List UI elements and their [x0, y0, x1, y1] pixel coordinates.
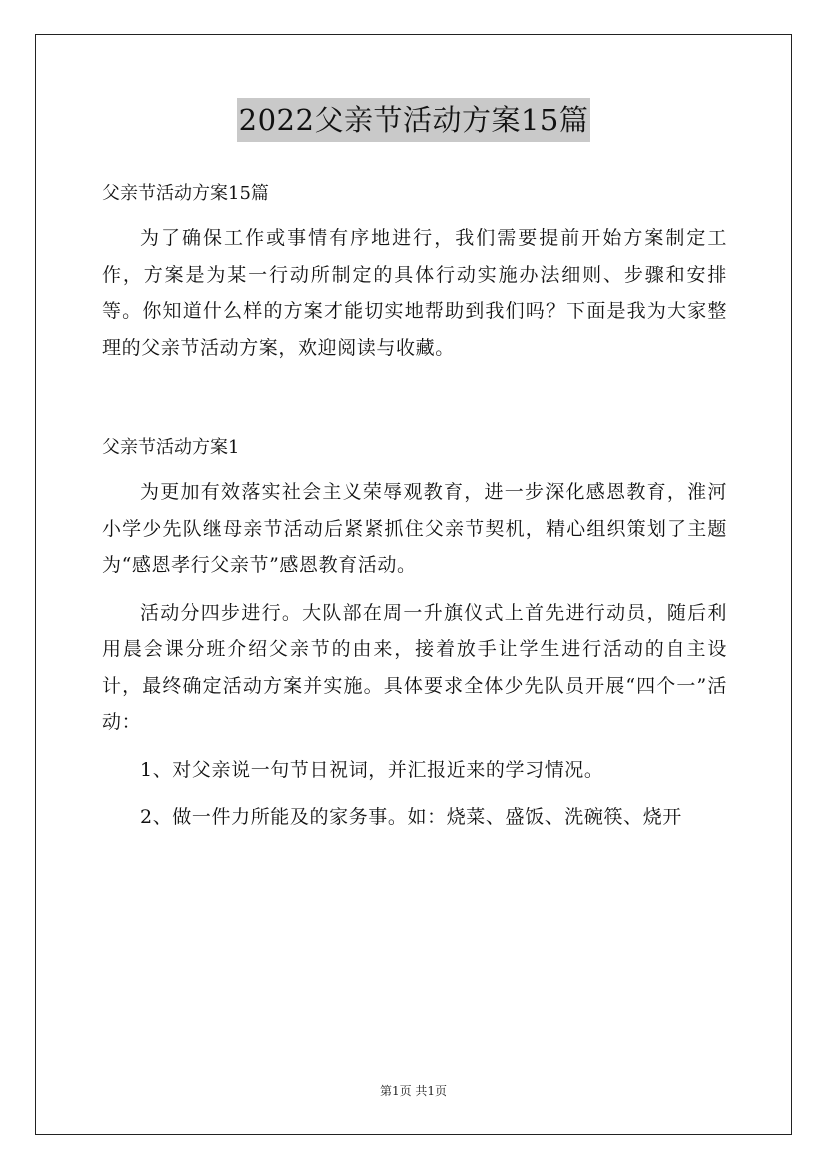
section-heading: 父亲节活动方案1: [102, 437, 240, 458]
page-footer: [0, 1082, 827, 1099]
page-number: 第1页 共1页: [379, 1084, 448, 1098]
spacer: [102, 212, 727, 220]
list-item: 1、对父亲说一句节日祝词，并汇报近来的学习情况。: [140, 758, 604, 781]
document-title: 2022父亲节活动方案15篇: [237, 98, 591, 142]
title-container: [0, 98, 827, 142]
body-paragraph: 为更加有效落实社会主义荣辱观教育，进一步深化感恩教育，淮河小学少先队继母亲节活动后紧紧抓住父亲节契机，精心组织策划了主题为“感恩孝行父亲节”感恩教育活动。: [102, 481, 727, 576]
spacer: [102, 466, 727, 474]
document-body: [102, 176, 727, 836]
intro-paragraph: 为了确保工作或事情有序地进行，我们需要提前开始方案制定工作，方案是为某一行动所制定的具体行动实施办法细则、步骤和安排等。你知道什么样的方案才能切实地帮助到我们吗？下面是我为大家整理的父亲节活动方案，欢迎阅读与收藏。: [102, 227, 727, 359]
body-paragraph: 活动分四步进行。大队部在周一升旗仪式上首先进行动员，随后利用晨会课分班介绍父亲节的由来，接着放手让学生进行活动的自主设计，最终确定活动方案并实施。具体要求全体少先队员开展“四个一”活动：: [102, 601, 727, 733]
spacer: [102, 366, 727, 430]
document-subtitle: 父亲节活动方案15篇: [102, 183, 269, 204]
list-item: 2、做一件力所能及的家务事。如：烧菜、盛饭、洗碗筷、烧开: [140, 806, 682, 828]
